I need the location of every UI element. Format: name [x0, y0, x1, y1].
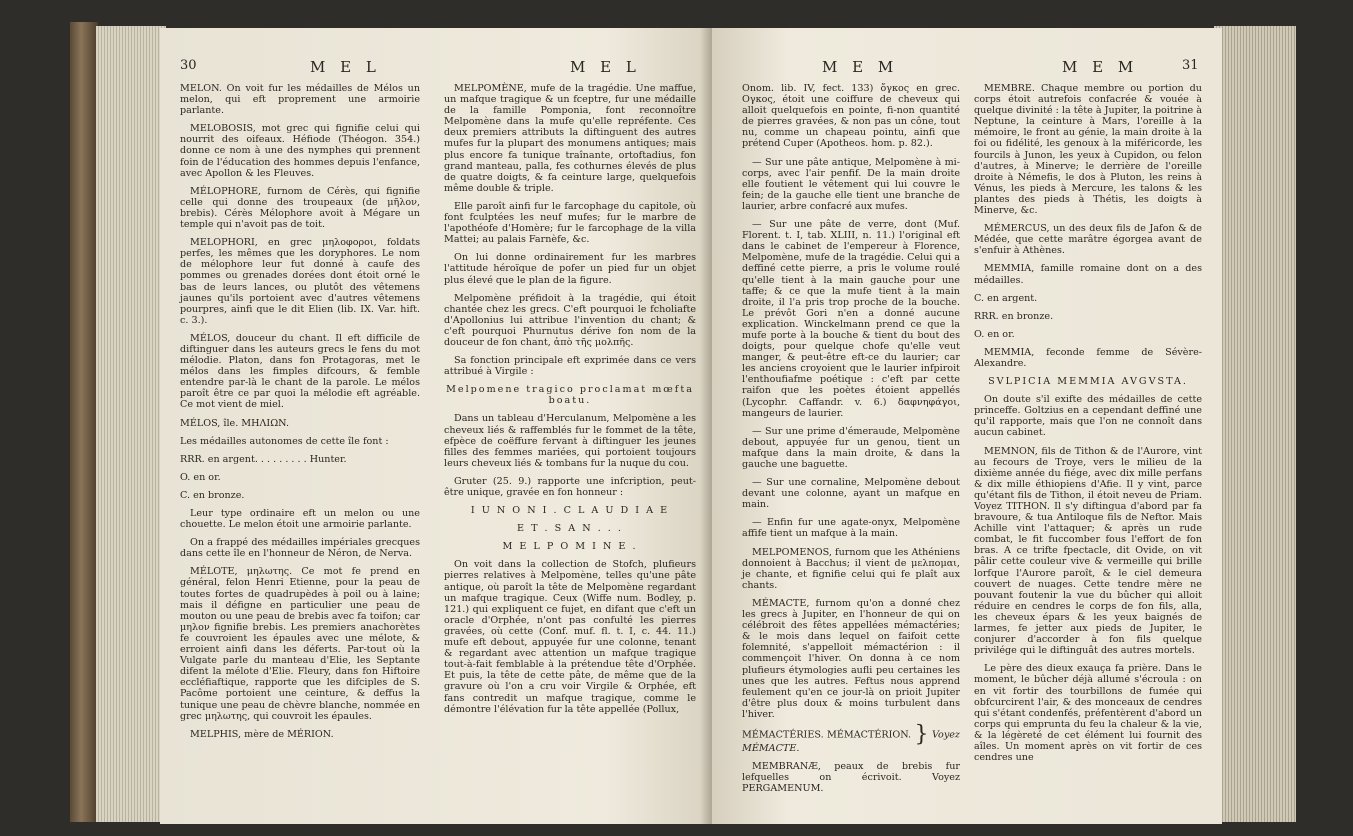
entry-terms: MÉMACTÉRIES. MÉMACTÉRION.: [742, 729, 912, 741]
right-column-1: [742, 83, 960, 801]
left-header-left: M E L: [310, 58, 381, 76]
entry: On lui donne ordinairement fur les marbres l'attitude héroïque de pofer un pied fur un objet plus élevé que le plan de la figure.: [444, 252, 696, 286]
left-column-1: [180, 83, 420, 747]
entry: MEMMIA, famille romaine dont on a des médailles.: [974, 263, 1202, 286]
entry: C. en argent.: [974, 292, 1038, 304]
entry: On a frappé des médailles impériales grecques dans cette île en l'honneur de Néron, de Nerva.: [180, 537, 420, 560]
entry: MÉLOS, île. MHΛIΩN.: [180, 417, 289, 429]
entry: RRR. en bronze.: [974, 310, 1054, 322]
left-column-2: [444, 83, 696, 722]
right-column-2: [974, 83, 1202, 770]
book-spine: [70, 22, 98, 822]
entry: MELOPHORI, en grec μηλοφοροι, foldats perfes, les mêmes que les doryphores. Le nom de mélophore leur fut donné à caufe des pommes ou grenades dorées dont étoit orné le bas de leurs lances, ou plutôt des vêtemens jaunes qu'ils portoient avec d'autres vêtemens pourpres, ainfi que le dit Elien (lib. IX. Var. hift. c. 3.).: [180, 237, 420, 326]
inscription-line: I U N O N I . C L A U D I A E: [470, 505, 670, 517]
inscription-line: E T . S A N . . .: [517, 523, 623, 535]
entry: On doute s'il exifte des médailles de cette princeffe. Goltzius en a cependant deffiné une qu'il rapporte, mais que l'on ne connoît dans aucun cabinet.: [974, 394, 1202, 439]
entry: Dans un tableau d'Herculanum, Melpomène a les cheveux liés & raffemblés fur le fommet de la tête, efpèce de coëffure fervant à diftinguer les jeunes filles des femmes mariées, qui portoient toujours leurs cheveux liés & tombans fur la nuque du cou.: [444, 413, 696, 469]
entry: MÉMERCUS, un des deux fils de Jafon & de Médée, que cette marâtre égorgea avant de s'enfuir à Athènes.: [974, 223, 1202, 257]
verse: Melpomene tragico proclamat mœfta boatu.: [446, 384, 694, 407]
entry: MELPHIS, mère de MÉRION.: [190, 728, 334, 740]
right-page: [712, 28, 1222, 824]
entry: MÉLOS, douceur du chant. Il eft difficile de diftinguer dans les auteurs grecs le fens du mot mélodie. Platon, dans fon Protagoras, met le mélos dans les fimples difcours, & femble entendre par-là le chant de la parole. Le mélos paroît être ce par quoi la mélodie eft agréable. Ce mot vient de miel.: [180, 332, 420, 411]
left-page: [160, 28, 716, 824]
page-edges-left: [96, 26, 166, 822]
left-header-right: M E L: [570, 58, 641, 76]
entry: Elle paroît ainfi fur le farcophage du capitole, où font fculptées les neuf mufes; fur le marbre de l'apothéofe d'Homère; fur le farcophage de la villa Mattei; au palais Farnèfe, &c.: [444, 200, 696, 246]
entry: C. en bronze.: [180, 489, 245, 501]
right-header-left: M E M: [822, 58, 899, 76]
entry: MEMMIA, feconde femme de Sévère-Alexandre.: [974, 346, 1202, 369]
entry: Sa fonction principale eft exprimée dans ce vers attribué à Virgile :: [444, 355, 696, 378]
entry: — Sur une cornaline, Melpomène debout devant une colonne, ayant un mafque en main.: [742, 477, 960, 511]
entry: MELPOMENOS, furnom que les Athéniens donnoient à Bacchus; il vient de μελπομαι, je chante, et fignifie celui qui fe plaît aux chants.: [742, 546, 960, 591]
entry: — Enfin fur une agate-onyx, Melpomène affife tient un mafque à la main.: [742, 517, 960, 540]
page-edges-right: [1214, 26, 1296, 822]
inscription-line: M E L P O M I N E .: [502, 541, 638, 553]
entry: MELPOMÈNE, mufe de la tragédie. Une maffue, un mafque tragique & un fceptre, fur une médaille de la famille Pomponia, font reconnoître Melpomène dans la mufe qu'elle repréfente. Ces deux premiers attributs la diftinguent des autres mufes fur la plupart des monumens antiques; mais plus encore fa tunique traînante, ortoftadius, fon grand manteau, palla, fes cothurnes élevés de plus de quatre doigts, & fa ceinture large, quelquefois même double & triple.: [444, 83, 696, 194]
entry: Onom. lib. IV, fect. 133) ὄγκος en grec. Ογκος, étoit une coiffure de cheveux qui alloit quelquefois en pointe, fi-non quantité de pierres gravées, & non pas un cône, tout nu, comme un chapeau pointu, ainfi que prétend Cuper (Apotheos. hom. p. 82.).: [742, 83, 960, 150]
entry: On voit dans la collection de Stofch, plufieurs pierres relatives à Melpomène, telles qu'une pâte antique, où paroît la tête de Melpomène regardant un mafque tragique. Ceux (Wiffe num. Bodley, p. 121.) qui expliquent ce fujet, en difant que c'eft un oracle d'Orphée, n'ont pas confulté les pierres gravées, où cette (Conf. muf. fl. t. I, c. 44. 11.) mufe eft debout, appuyée fur une colonne, tenant & regardant avec attention un mafque tragique tout-à-fait femblable à la prétendue tête d'Orphée. Et puis, la tête de cette pâte, de même que de la gravure où l'on a cru voir Virgile & Orphée, eft fans contredit un mafque tragique, comme le démontre l'élévation fur la tête appellée (Pollux,: [444, 559, 696, 715]
entry: MELOBOSIS, mot grec qui fignifie celui qui nourrit des oifeaux. Héfiode (Théogon. 354.) donne ce nom à une des nymphes qui prennent foin de l'éducation des hommes depuis l'enfance, avec Apollon & les Fleuves.: [180, 123, 420, 179]
right-header-right: M E M: [1062, 58, 1139, 76]
legend: SVLPICIA MEMMIA AVGVSTA.: [988, 376, 1188, 388]
entry: MEMBRANÆ, peaux de brebis fur lefquelles on écrivoit. Voyez PERGAMENUM.: [742, 761, 960, 795]
entry: Melpomène préfidoit à la tragédie, qui étoit chantée chez les grecs. C'eft pourquoi le fcholiafte d'Apollonius lui attribue l'invention du chant; & c'eft pourquoi Phurnutus dérive fon nom de la douceur de fon chant, ἀπὸ τῆς μολπῆς.: [444, 292, 696, 348]
entry: Le père des dieux exauça fa prière. Dans le moment, le bûcher déjà allumé s'écroula : on en vit fortir des tourbillons de fumée qui obfcurcirent l'air, & des monceaux de cendres qui s'étant condenfés, préfentèrent d'abord un corps qui emprunta du feu la chaleur & la vie, & la légèreté de cet élément lui fournit des aîles. Un moment après on vit fortir de ces cendres une: [974, 663, 1202, 764]
entry: Gruter (25. 9.) rapporte une infcription, peut-être unique, gravée en fon honneur :: [444, 475, 696, 498]
entry: RRR. en argent. . . . . . . . . Hunter.: [180, 453, 347, 465]
entry: MÉLOPHORE, furnom de Cérès, qui fignifie celle qui donne des troupeaux (de μῆλον, brebis). Cérès Mélophore avoit à Mégare un temple qui n'avoit pas de toit.: [180, 185, 420, 231]
entry: O. en or.: [974, 328, 1015, 340]
entry: — Sur une pâte antique, Melpomène à mi-corps, avec l'air penfif. De la main droite elle foutient le vêtement qui lui couvre le fein; de la gauche elle tient une branche de laurier, arbre confacré aux mufes.: [742, 156, 960, 212]
entry: MÉLOTE, μηλωτης. Ce mot fe prend en général, felon Henri Etienne, pour la peau de toutes fortes de quadrupèdes à poil ou à laine; mais il défigne en particulier une peau de mouton ou une peau de brebis avec fa toifon; car μηλον fignifie brebis. Les premiers anachorètes fe couvroient les épaules avec une mélote, & erroient ainfi dans les déferts. Par-tout où la Vulgate parle du manteau d'Elie, les Septante difent la mélote d'Elie. Fleury, dans fon Hiftoire eccléfiaftique, rapporte que les difciples de S. Pacôme portoient une ceinture, & deffus la tunique une peau de chèvre blanche, nommée en grec μηλωτης, qui couvroit les épaules.: [180, 566, 420, 722]
entry: MÉMACTE, furnom qu'on a donné chez les grecs à Jupiter, en l'honneur de qui on célébroit des fêtes appellées mémactéries; & le mois dans lequel on faifoit cette folemnité, s'appelloit mémactérion : il commençoit l'hiver. On donna à ce nom plufieurs étymologies aufli peu certaines les unes que les autres. Feftus nous apprend feulement qu'en ce jour-là on prioit Jupiter d'être plus doux & moins turbulent dans l'hiver.: [742, 597, 960, 720]
see-also-link[interactable]: Voyez MÉMACTE.: [742, 729, 960, 754]
entry: O. en or.: [180, 471, 221, 483]
right-page-number: 31: [1182, 58, 1199, 73]
brace-glyph: }: [914, 721, 929, 747]
cross-reference: [742, 721, 960, 754]
entry: — Sur une pâte de verre, dont (Muf. Florent. t. I, tab. XLIII, n. 11.) l'original eft dans le cabinet de l'empereur à Florence, Melpomène, mufe de la tragédie. Celui qui a deffiné cette pierre, a pris le volume roulé qu'elle tient à la main gauche pour une taffe; & ce que la mufe tient à la main droite, il l'a pris trop proche de la bouche. Le prévôt Gori n'en a donné aucune explication. Winckelmann prend ce que la mufe porte à la bouche & tient du bout des doigts, pour quelque chofe qu'elle veut manger, & peut-être eft-ce du laurier; car les anciens croyoient que le laurier infpiroit l'enthoufiafme poétique : c'eft par cette raifon que les poètes étoient appellés (Lycophr. Caffandr. v. 6.) δαφνηφάγοι, mangeurs de laurier.: [742, 219, 960, 419]
entry: Les médailles autonomes de cette île font :: [180, 435, 389, 447]
entry: MELON. On voit fur les médailles de Mélos un melon, qui eft proprement une armoirie parlante.: [180, 83, 420, 117]
entry: — Sur une prime d'émeraude, Melpomène debout, appuyée fur un genou, tient un mafque dans la main droite, & dans la gauche une baguette.: [742, 425, 960, 470]
entry: MEMBRE. Chaque membre ou portion du corps étoit autrefois confacrée & vouée à quelque divinité : la tête à Jupiter, la poitrine à Neptune, la ceinture à Mars, l'oreille à la mémoire, le front au génie, la main droite à la foi ou fidélité, les genoux à la miféricorde, les fourcils à Junon, les yeux à Cupidon, ou felon d'autres, à Minerve; le derrière de l'oreille droite à Némefis, le dos à Pluton, les reins à Vénus, les pieds à Mercure, les talons & les plantes des pieds à Thétis, les doigts à Minerve, &c.: [974, 83, 1203, 217]
entry: MEMNON, fils de Tithon & de l'Aurore, vint au fecours de Troye, vers le milieu de la dixième année du fiége, avec dix mille perfans & dix mille éthiopiens d'Afie. Il y vint, parce qu'étant fils de Tithon, il étoit neveu de Priam. Voyez TITHON. Il s'y diftingua d'abord par fa bravoure, & tua Antiloque fils de Neftor. Mais Achille vint l'attaquer; & après un rude combat, le fit fuccomber fous l'effort de fon bras. A ce trifte fpectacle, dit Ovide, on vit pâlir cette couleur vive & vermeille qui brille lorfque l'Aurore paroît, & le ciel demeura couvert de nuages. Cette tendre mère ne pouvant foutenir la vue du bûcher qui alloit réduire en cendres le corps de fon fils, alla, les cheveux épars & les yeux baignés de larmes, fe jetter aux pieds de Jupiter, le conjurer d'accorder à fon fils quelque privilége qui le diftinguât des autres mortels.: [974, 445, 1202, 657]
entry: Leur type ordinaire eft un melon ou une chouette. Le melon étoit une armoirie parlante.: [180, 508, 420, 531]
left-page-number: 30: [180, 58, 197, 73]
